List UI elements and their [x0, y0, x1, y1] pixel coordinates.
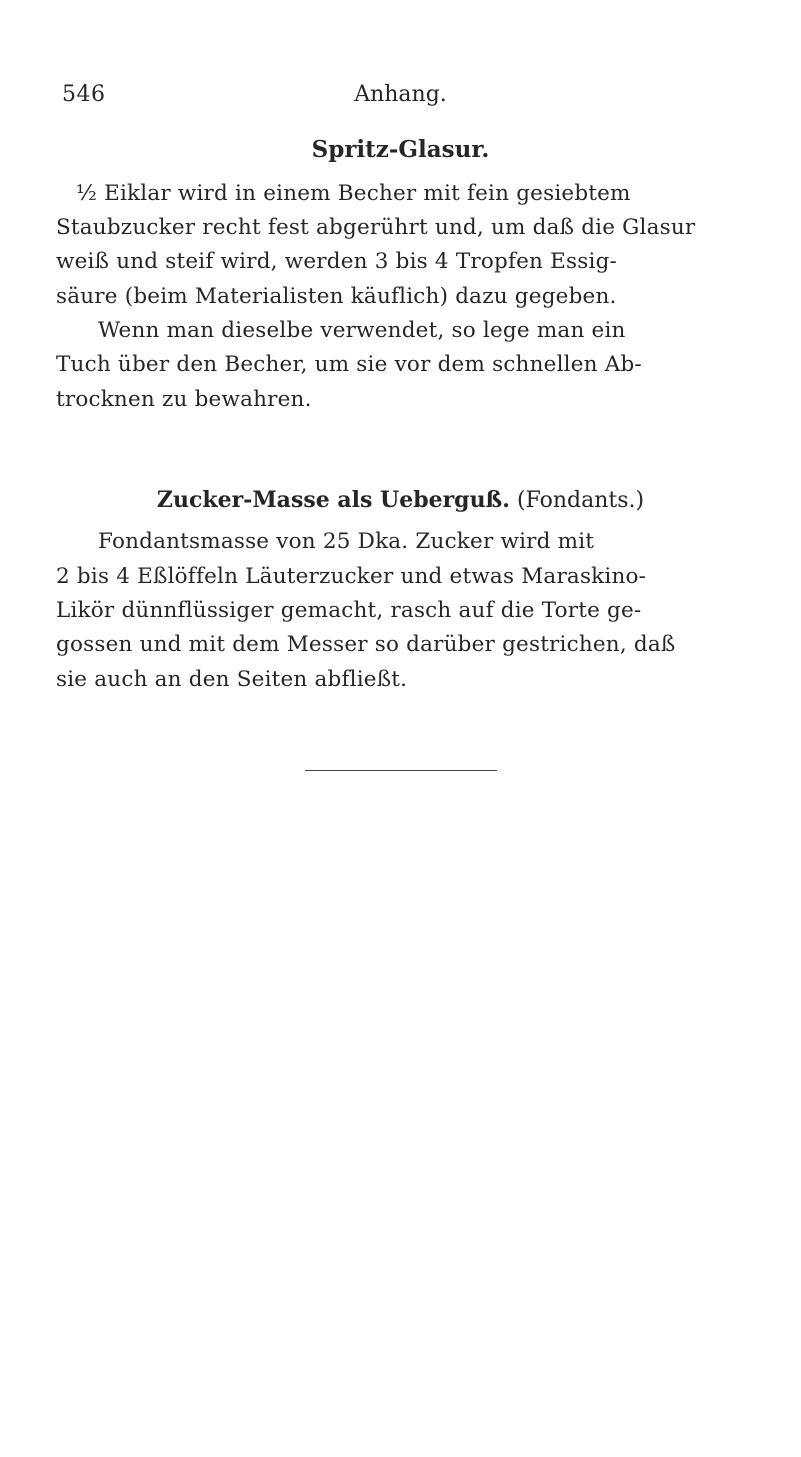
paragraph-line: trocknen zu bewahren.: [56, 387, 312, 412]
paragraph-line: Staubzucker recht fest abgerührt und, um daß die Glasur: [56, 215, 696, 240]
paragraph-line: Likör dünnflüssiger gemacht, rasch auf die Torte ge-: [56, 598, 642, 623]
page-number: 546: [62, 82, 106, 107]
section-title-main: Zucker-Masse als Ueberguß.: [156, 487, 510, 513]
paragraph-line: ½ Eiklar wird in einem Becher mit fein gesiebtem: [76, 181, 631, 206]
section-title-zucker-masse: [0, 487, 801, 513]
section-title-spritz-glasur: Spritz-Glasur.: [311, 136, 490, 163]
paragraph-line: gossen und mit dem Messer so darüber gestrichen, daß: [56, 632, 676, 657]
paragraph-line: Fondantsmasse von 25 Dka. Zucker wird mit: [98, 529, 595, 554]
paragraph-line: säure (beim Materialisten käuflich) dazu gegeben.: [56, 284, 617, 309]
section-title-parenthetical: (Fondants.): [516, 488, 645, 513]
paragraph-line: sie auch an den Seiten abfließt.: [56, 667, 408, 692]
section-divider: [305, 770, 497, 771]
paragraph-line: weiß und steif wird, werden 3 bis 4 Tropfen Essig-: [56, 249, 618, 274]
paragraph-line: Wenn man dieselbe verwendet, so lege man ein: [98, 318, 626, 343]
paragraph-line: 2 bis 4 Eßlöffeln Läuterzucker und etwas Maraskino-: [56, 564, 647, 589]
running-head: Anhang.: [354, 82, 447, 107]
paragraph-line: Tuch über den Becher, um sie vor dem schnellen Ab-: [56, 352, 642, 377]
